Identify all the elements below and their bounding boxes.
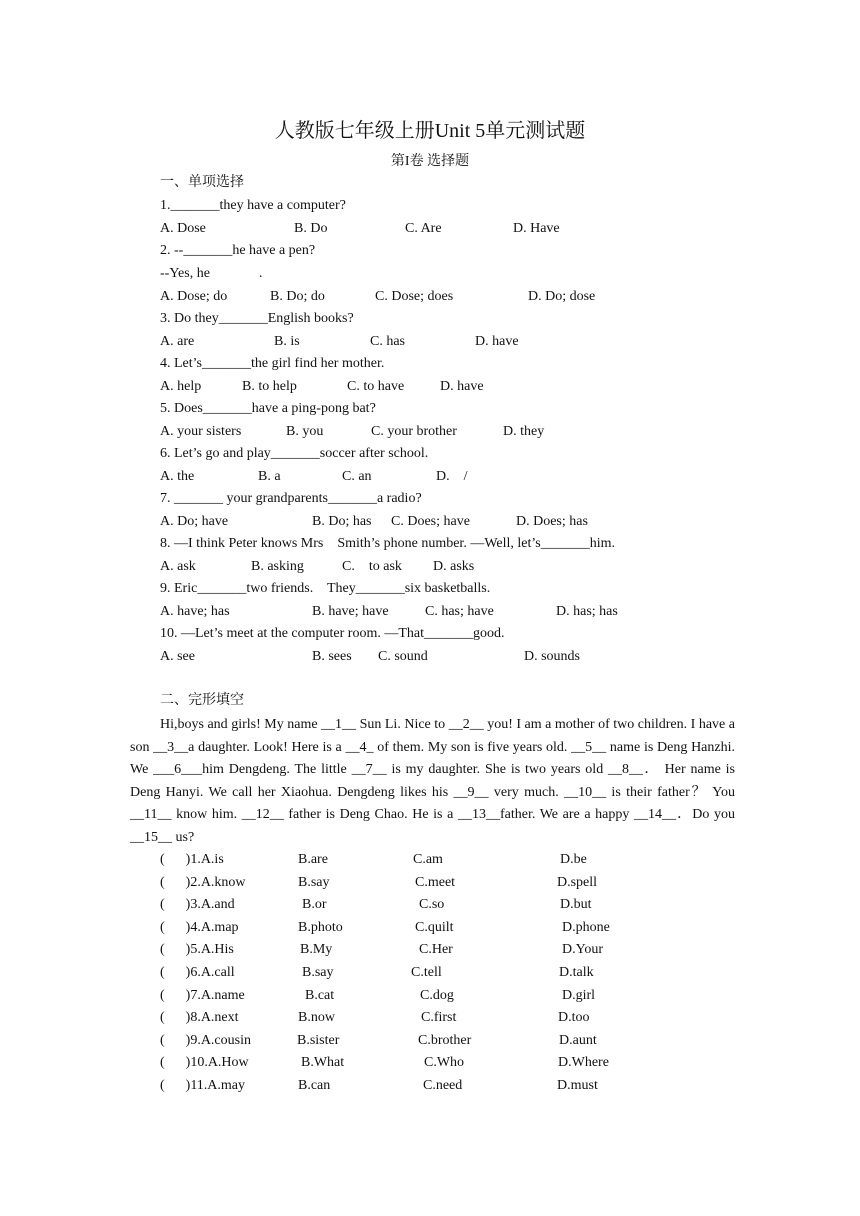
cloze-option-d: D.Where xyxy=(558,1055,609,1071)
cloze-option-c: C.Who xyxy=(424,1055,465,1071)
question-option: A. Dose xyxy=(160,221,206,236)
cloze-option-d: D.girl xyxy=(562,987,596,1003)
cloze-option-b: B.say xyxy=(298,874,330,890)
question-option: A. Do; have xyxy=(160,514,229,529)
cloze-item-label: ( )10.A.How xyxy=(160,1055,249,1071)
question-option: D. asks xyxy=(433,559,475,574)
question-option: C. Are xyxy=(405,221,442,236)
cloze-option-c: C.brother xyxy=(418,1032,472,1048)
question-option: B. sees xyxy=(312,649,352,664)
question-option: D. Have xyxy=(513,221,560,236)
question-option: A. the xyxy=(160,469,195,484)
question-stem: 10. —Let’s meet at the computer room. —That_______good. xyxy=(160,626,505,641)
cloze-option-c: C.tell xyxy=(411,965,442,980)
question-option: A. ask xyxy=(160,559,196,574)
cloze-item-label: ( )1.A.is xyxy=(160,852,224,867)
question-option: C. Does; have xyxy=(391,514,470,529)
question-option: C. Dose; does xyxy=(375,289,454,304)
question-option: A. see xyxy=(160,649,195,664)
cloze-option-c: C.so xyxy=(419,897,445,913)
cloze-passage: Hi,boys and girls! My name __1__ Sun Li. Nice to __2__ you! I am a mother of two children. I have a son __3__a daughter. Look! Here is a __4_ of them. My son is five years old. __5__ name is Deng Hanzhi. We ___6___him Dengdeng. The little __7__ is my daughter. She is two years old __8__． Her name is Deng Hanyi. We call her Xiaohua. Dengdeng likes his __9__ very much. __10__ is their father？ You __11__ know him. __12__ father is Deng Chao. He is a __13__father. We are a happy __14__．Do you __15__ us? xyxy=(130,717,735,845)
cloze-option-c: C.am xyxy=(413,852,443,867)
cloze-option-d: D.Your xyxy=(562,942,603,958)
document-subtitle: 第I卷 选择题 xyxy=(390,154,470,169)
cloze-option-d: D.be xyxy=(560,852,587,867)
question-stem: 1._______they have a computer? xyxy=(160,198,346,213)
cloze-option-d: D.spell xyxy=(557,874,598,890)
question-option: A. your sisters xyxy=(160,424,242,439)
question-option: D. Does; has xyxy=(516,514,588,529)
question-option: B. Do; has xyxy=(312,514,372,529)
cloze-item-label: ( )2.A.know xyxy=(160,874,246,890)
question-option: B. a xyxy=(258,469,281,484)
cloze-item-label: ( )5.A.His xyxy=(160,942,234,958)
cloze-option-b: B.now xyxy=(298,1010,335,1026)
cloze-item-label: ( )8.A.next xyxy=(160,1010,239,1026)
cloze-option-d: D.but xyxy=(560,897,592,913)
cloze-option-b: B.or xyxy=(302,897,327,913)
question-option: D. has; has xyxy=(556,604,618,619)
question-stem: 5. Does_______have a ping-pong bat? xyxy=(160,401,376,416)
cloze-option-b: B.My xyxy=(300,942,333,958)
question-stem: 6. Let’s go and play_______soccer after school. xyxy=(160,446,429,461)
cloze-item-label: ( )11.A.may xyxy=(160,1078,246,1093)
cloze-item-label: ( )4.A.map xyxy=(160,919,239,935)
question-option: B. to help xyxy=(242,379,297,394)
cloze-option-d: D.talk xyxy=(559,965,594,980)
question-option: B. Do; do xyxy=(270,289,325,304)
cloze-option-c: C.meet xyxy=(415,874,456,890)
cloze-option-b: B.cat xyxy=(305,987,335,1003)
question-option: A. help xyxy=(160,379,202,394)
question-option: A. are xyxy=(160,334,195,349)
question-option: B. is xyxy=(274,334,300,349)
cloze-option-d: D.phone xyxy=(562,919,610,935)
cloze-option-b: B.sister xyxy=(297,1032,340,1048)
question-option: D. sounds xyxy=(524,649,581,664)
question-option: C. an xyxy=(342,469,372,484)
cloze-option-b: B.are xyxy=(298,852,328,867)
cloze-option-b: B.can xyxy=(298,1078,331,1093)
cloze-option-c: C.Her xyxy=(419,942,453,958)
cloze-item-label: ( )7.A.name xyxy=(160,987,245,1003)
question-stem: --Yes, he . xyxy=(160,266,263,281)
question-option: D. have xyxy=(440,379,484,394)
question-stem: 3. Do they_______English books? xyxy=(160,311,354,326)
cloze-option-d: D.aunt xyxy=(559,1032,597,1048)
question-option: C. to ask xyxy=(342,559,402,574)
cloze-option-c: C.quilt xyxy=(415,919,454,935)
cloze-option-d: D.must xyxy=(557,1078,598,1093)
cloze-option-b: B.photo xyxy=(298,919,343,935)
question-option: A. have; has xyxy=(160,604,230,619)
cloze-item-label: ( )9.A.cousin xyxy=(160,1032,251,1048)
question-option: C. has xyxy=(370,334,405,349)
question-option: C. has; have xyxy=(425,604,494,619)
question-option: C. sound xyxy=(378,649,428,664)
cloze-option-c: C.dog xyxy=(420,987,454,1003)
cloze-item-label: ( )3.A.and xyxy=(160,897,235,913)
cloze-option-c: C.first xyxy=(421,1010,457,1026)
question-option: B. Do xyxy=(294,221,328,236)
question-option: A. Dose; do xyxy=(160,289,228,304)
cloze-item-label: ( )6.A.call xyxy=(160,965,235,980)
question-option: D. they xyxy=(503,424,545,439)
cloze-option-b: B.What xyxy=(301,1055,345,1071)
question-stem: 7. _______ your grandparents_______a radio? xyxy=(160,491,422,506)
question-option: C. your brother xyxy=(371,424,457,439)
question-option: D. have xyxy=(475,334,519,349)
question-option: B. asking xyxy=(251,559,304,574)
cloze-option-b: B.say xyxy=(302,965,334,980)
cloze-option-c: C.need xyxy=(423,1078,463,1093)
question-stem: 4. Let’s_______the girl find her mother. xyxy=(160,356,385,371)
document-title: 人教版七年级上册Unit 5单元测试题 xyxy=(274,120,586,142)
section2-heading: 二、完形填空 xyxy=(160,693,244,708)
question-stem: 2. --_______he have a pen? xyxy=(160,243,316,258)
question-option: C. to have xyxy=(347,379,405,394)
question-option: B. you xyxy=(286,424,324,439)
question-stem: 9. Eric_______two friends. They_______six basketballs. xyxy=(160,581,491,596)
question-option: B. have; have xyxy=(312,604,389,619)
section1-heading: 一、单项选择 xyxy=(160,175,244,190)
question-option: D. Do; dose xyxy=(528,289,596,304)
question-option: D. / xyxy=(436,469,468,484)
cloze-option-d: D.too xyxy=(558,1010,590,1026)
question-stem: 8. —I think Peter knows Mrs Smith’s phone number. —Well, let’s_______him. xyxy=(160,536,616,551)
